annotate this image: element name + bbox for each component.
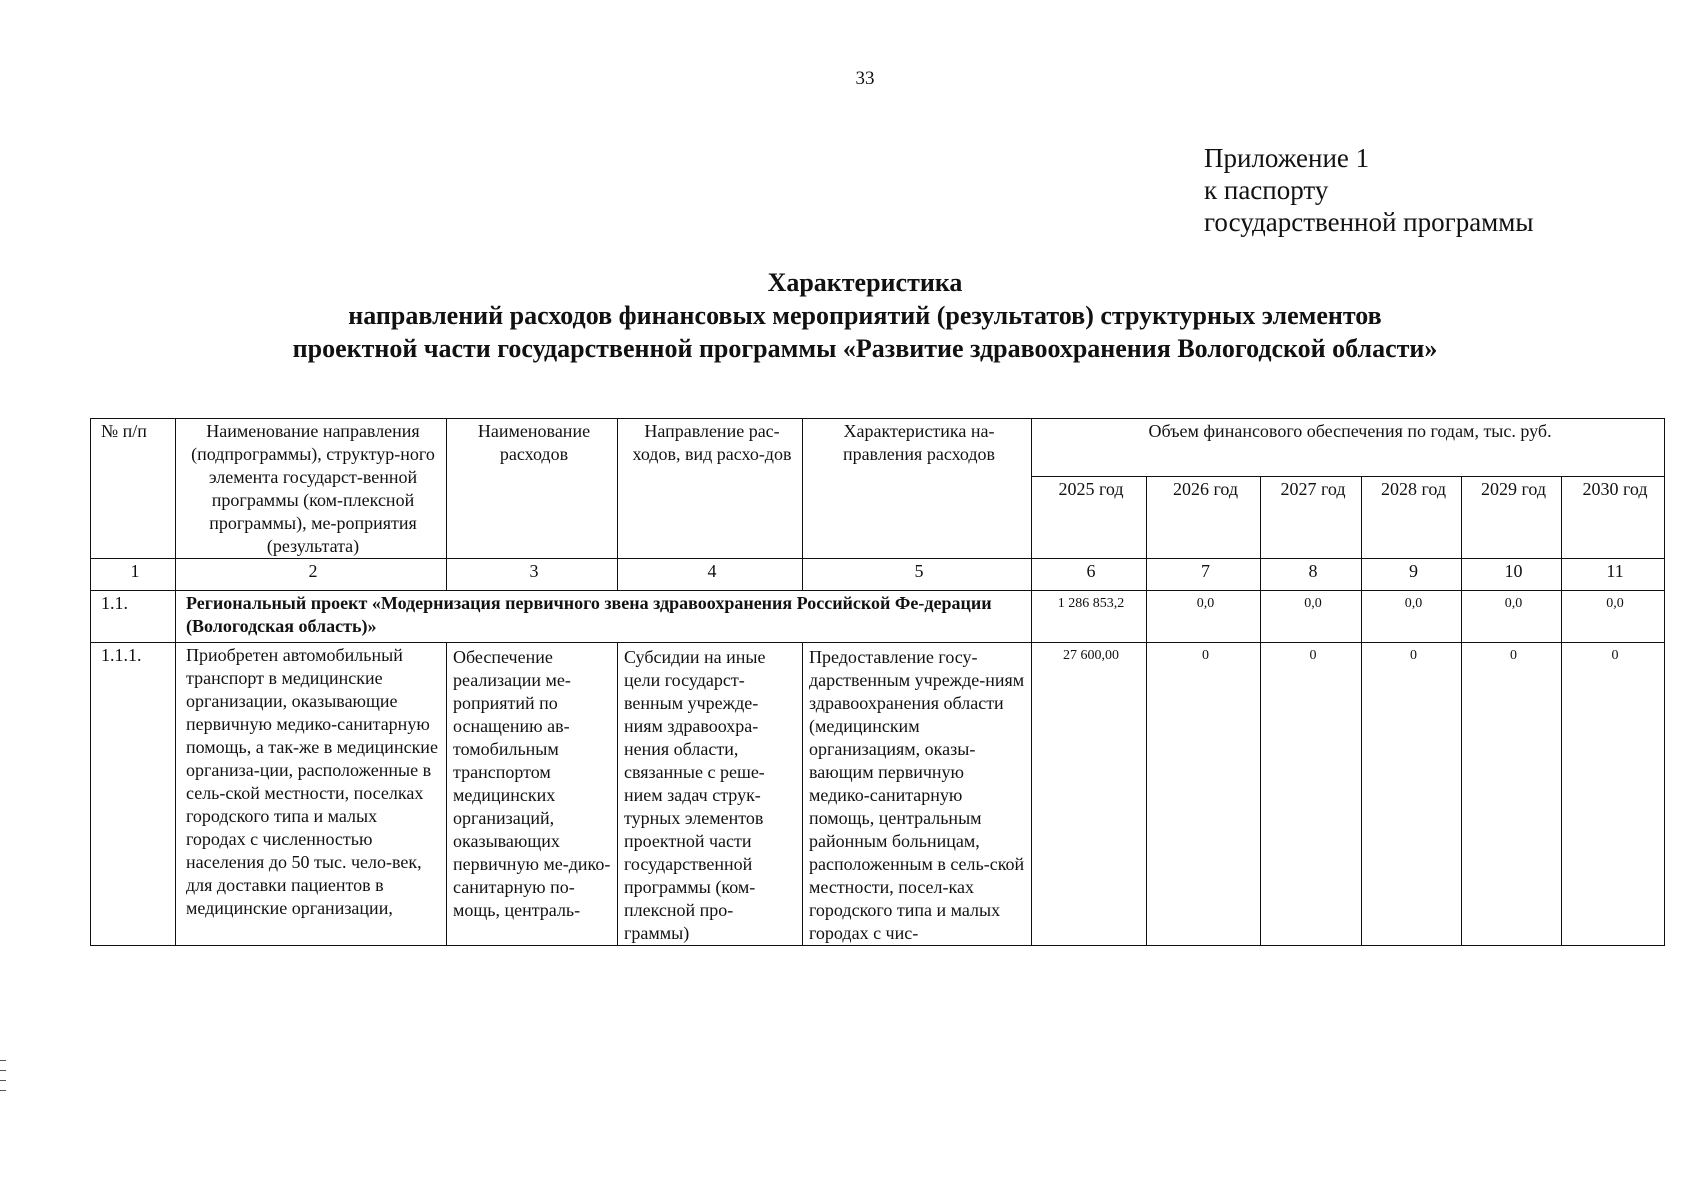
header-row-1: [91, 419, 1665, 477]
column-number: 9: [1362, 559, 1462, 591]
header-year-2029: 2029 год: [1462, 477, 1562, 559]
header-year-2025: 2025 год: [1032, 477, 1147, 559]
header-characteristic: Характеристика на-правления расходов: [803, 419, 1032, 559]
row-value-2027: 0: [1261, 643, 1362, 946]
header-year-2028: 2028 год: [1362, 477, 1462, 559]
row-num: 1.1.1.: [91, 643, 176, 946]
row-value-2029: 0: [1462, 643, 1562, 946]
row-value-2027: 0,0: [1261, 591, 1362, 643]
scan-edge-marks: [0, 1060, 6, 1100]
row-result-name: Приобретен автомобильный транспорт в медицинские организации, оказывающие первичную медико-санитарную помощь, а так-же в медицинские организа-ции, расположенные в сель-ской местности, поселках городского типа и малых городах с численностью населения до 50 тыс. чело-век, для доставки пациентов в медицинские организации,: [176, 643, 447, 946]
appendix-line-2: к паспорту: [1204, 175, 1329, 205]
row-value-2030: 0,0: [1562, 591, 1665, 643]
appendix-note: [1204, 142, 1534, 238]
appendix-line-3: государственной программы: [1204, 207, 1534, 237]
column-number: 11: [1562, 559, 1665, 591]
header-num: № п/п: [91, 419, 176, 559]
column-number: 8: [1261, 559, 1362, 591]
header-year-2026: 2026 год: [1147, 477, 1261, 559]
column-number: 5: [803, 559, 1032, 591]
appendix-line-1: Приложение 1: [1204, 143, 1370, 173]
header-direction: Наименование направления (подпрограммы), структур-ного элемента государст-венной программы (ком-плексной программы), ме-роприятия (результата): [176, 419, 447, 559]
column-number: 7: [1147, 559, 1261, 591]
page-number: 33: [855, 68, 875, 89]
table-row-project: [91, 591, 1665, 643]
row-value-2030: 0: [1562, 643, 1665, 946]
row-value-2028: 0: [1362, 643, 1462, 946]
column-number: 1: [91, 559, 176, 591]
row-expense-name: Обеспечение реализации ме-роприятий по оснащению ав-томобильным транспортом медицинских организаций, оказывающих первичную ме-дико-санитарную по-мощь, централь-: [447, 643, 618, 946]
column-number: 4: [618, 559, 803, 591]
row-value-2026: 0,0: [1147, 591, 1261, 643]
column-number-row: [91, 559, 1665, 591]
column-number: 2: [176, 559, 447, 591]
header-expense-direction: Направление рас-ходов, вид расхо-дов: [618, 419, 803, 559]
header-funding: Объем финансового обеспечения по годам, тыс. руб.: [1032, 419, 1665, 477]
document-title: [0, 266, 1697, 365]
column-number: 10: [1462, 559, 1562, 591]
title-line-2: направлений расходов финансовых мероприятий (результатов) структурных элементов: [348, 301, 1382, 330]
column-number: 3: [447, 559, 618, 591]
expenses-table: [90, 418, 1665, 946]
row-characteristic: Предоставление госу-дарственным учрежде-ниям здравоохранения области (медицинским организациям, оказы-вающим первичную медико-санитарную помощь, центральным районным больницам, расположенным в сель-ской местности, посел-ках городского типа и малых городах с чис-: [803, 643, 1032, 946]
title-line-1: Характеристика: [767, 268, 963, 297]
row-value-2025: 1 286 853,2: [1032, 591, 1147, 643]
row-expense-direction: Субсидии на иные цели государст-венным учрежде-ниям здравоохра-нения области, связанные с реше-нием задач струк-турных элементов проектной части государственной программы (ком-плексной про-граммы): [618, 643, 803, 946]
table-row-result: [91, 643, 1665, 946]
row-value-2028: 0,0: [1362, 591, 1462, 643]
header-year-2030: 2030 год: [1562, 477, 1665, 559]
row-value-2025: 27 600,00: [1032, 643, 1147, 946]
title-line-3: проектной части государственной программы «Развитие здравоохранения Вологодской области»: [292, 334, 1438, 363]
row-num: 1.1.: [91, 591, 176, 643]
column-number: 6: [1032, 559, 1147, 591]
header-year-2027: 2027 год: [1261, 477, 1362, 559]
row-value-2029: 0,0: [1462, 591, 1562, 643]
row-project-name: Региональный проект «Модернизация первичного звена здравоохранения Российской Фе-дерации (Вологодская область)»: [176, 591, 1032, 643]
row-value-2026: 0: [1147, 643, 1261, 946]
header-expense-name: Наименование расходов: [447, 419, 618, 559]
